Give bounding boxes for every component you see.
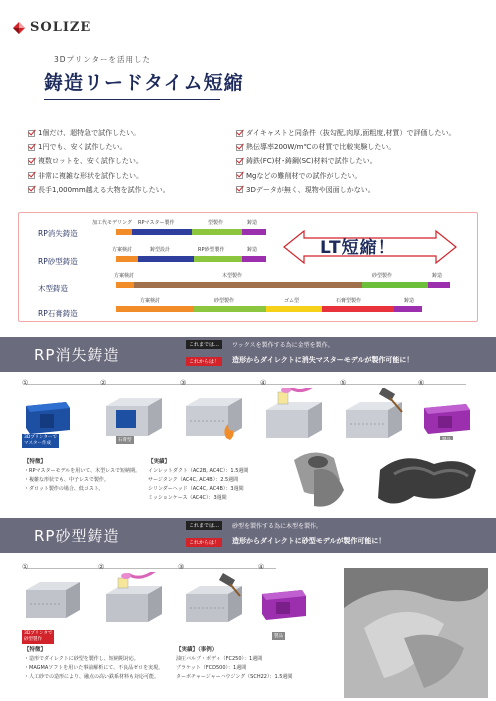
title-underline	[44, 99, 220, 100]
chart-row-label: RP砂型鋳造	[38, 257, 78, 266]
feature-item: ・複雑な形状でも、中子レスで製作。	[24, 477, 109, 483]
purple-product-icon	[262, 590, 306, 620]
step1-label: 3Dプリンターで マスター作成	[24, 435, 57, 446]
process-line	[26, 384, 466, 385]
section1-title: RP消失鋳造	[34, 346, 120, 364]
benefit-item: 熱伝導率200W/m℃の材質で比較実験したい。	[236, 140, 456, 154]
section2-tag-new: これからは！	[186, 538, 222, 547]
step-number: ①	[22, 379, 29, 387]
benefit-item: 3Dデータが無く、現物や図面しかない。	[236, 183, 456, 197]
section2-results	[176, 646, 292, 682]
segment-bar	[192, 229, 242, 235]
pouring-mold-icon	[106, 578, 162, 622]
segment-label: 木型製作	[222, 273, 243, 279]
segment-label: ゴム型	[284, 298, 300, 304]
result-item: ミッションケース（AC4C）：3週間	[148, 495, 227, 501]
segment-bar	[242, 256, 266, 262]
step-number: ⑥	[418, 379, 425, 387]
section1-tag-new: これからは！	[186, 357, 222, 366]
segment-bar	[116, 282, 134, 288]
segment-label: 砂型製作	[372, 273, 393, 279]
checkbox-icon	[28, 158, 35, 165]
segment-bar	[134, 282, 362, 288]
segment-bar	[322, 306, 394, 312]
page-subtitle: 3Dプリンターを活用した	[54, 55, 151, 64]
section1-old-text: ワックスを製作する為に金型を製作。	[232, 342, 334, 349]
benefit-item: 鋳鉄(FC)材･鋳鋼(SC)材料で試作したい。	[236, 154, 456, 168]
page-title: 鋳造リードタイム短縮	[44, 72, 244, 94]
sand-mold-icon	[26, 582, 80, 618]
segment-bar	[138, 256, 194, 262]
segment-label: 石膏型製作	[336, 298, 362, 304]
segment-bar	[116, 256, 138, 262]
step-number: ②	[100, 379, 107, 387]
features-heading: 【特徴】	[24, 647, 47, 653]
step-number: ②	[98, 563, 105, 571]
benefit-item: 1個だけ、超特急で試作したい。	[28, 126, 170, 140]
pouring-box-icon	[266, 392, 322, 438]
checkbox-icon	[236, 130, 243, 137]
segment-label: 加工代モデリング	[92, 220, 132, 226]
segment-label: 鋳型設計	[150, 247, 171, 253]
segment-label: RP砂型製作	[198, 247, 225, 253]
chart-row-label: RP石膏鋳造	[38, 309, 78, 318]
cast-part-photo	[284, 440, 484, 520]
benefit-item: 長手1,000mm越える大物を試作したい。	[28, 183, 170, 197]
segment-label: 鋳造	[247, 247, 258, 253]
result-item: 油圧バルブ・ボディ（FC250）：1週間	[176, 656, 263, 662]
brand-logo	[12, 20, 91, 35]
features-heading: 【特徴】	[24, 459, 47, 465]
benefit-item: ダイキャストと同条件（抜勾配,肉厚,面粗度,材質）で評価したい。	[236, 126, 456, 140]
segment-label: 型製作	[208, 220, 224, 226]
result-item: インレットダクト（AC2B, AC4C）：1.5週間	[148, 468, 249, 474]
segment-bar	[242, 229, 266, 235]
segment-label: 方案検討	[140, 298, 161, 304]
rp-sand-process-illustration	[20, 572, 310, 632]
section1-tag-old: これまでは…	[186, 340, 222, 349]
segment-label: RPマスター製作	[138, 220, 175, 226]
step-number: ⑤	[340, 379, 347, 387]
section2-features	[24, 646, 163, 682]
benefits-left-list	[28, 126, 170, 197]
segment-bar	[194, 306, 266, 312]
benefit-item: 非常に複雑な形状を試作したい。	[28, 169, 170, 183]
feature-item: ・人工砂での造形により、融点の高い鉄系材料も対応可能。	[24, 674, 160, 680]
benefit-item: 複数ロットを、安く試作したい。	[28, 154, 170, 168]
chart-row-label: RP消失鋳造	[38, 229, 78, 238]
checkbox-icon	[236, 172, 243, 179]
sand-cast-part-photo	[344, 568, 488, 698]
section2-tag-old: これまでは…	[186, 521, 222, 530]
chart-row-label: 木型鋳造	[38, 284, 68, 293]
feature-item: ・MAGMAソフトを用いた事前解析にて、不良品ゼロを実現。	[24, 665, 164, 671]
results-heading: 【実績】	[148, 459, 171, 465]
segment-label: 鋳造	[432, 273, 443, 279]
section1-new-text: 造形からダイレクトに消失マスターモデルが製作可能に！	[232, 356, 414, 364]
segment-label: 方案検討	[112, 247, 133, 253]
segment-label: 鋳造	[247, 220, 258, 226]
step-number: ③	[178, 563, 185, 571]
section1-features	[24, 458, 140, 494]
section1-results	[148, 458, 248, 503]
broken-mold-icon	[346, 402, 402, 438]
checkbox-icon	[28, 130, 35, 137]
lt-callout: LT短縮！	[320, 238, 396, 258]
benefit-item: Mgなどの難削材での試作がしたい。	[236, 169, 456, 183]
segment-bar	[116, 306, 194, 312]
brand-name: SOLIZE	[30, 20, 92, 35]
segment-label: 方案検討	[114, 273, 135, 279]
segment-bar	[116, 229, 132, 235]
result-item: ターボチャージャーハウジング（SCH22）：1.5週間	[176, 674, 293, 680]
checkbox-icon	[28, 172, 35, 179]
ladle-icon	[281, 388, 316, 393]
section2-old-text: 砂型を製作する為に木型を製作。	[232, 523, 323, 530]
rp-lost-process-illustration	[20, 388, 490, 448]
segment-bar	[428, 282, 450, 288]
step2-label: 石膏型	[118, 438, 132, 443]
benefit-item: 1円でも、安く試作したい。	[28, 140, 170, 154]
section1-band	[0, 337, 496, 372]
segment-bar	[362, 282, 428, 288]
segment-bar	[394, 306, 422, 312]
opened-mold-icon	[186, 586, 242, 622]
feature-item: ・RPマスターモデルを用いて、木型レスで短納期。	[24, 468, 140, 474]
purple-product-icon	[424, 404, 470, 434]
checkbox-icon	[28, 186, 35, 193]
checkbox-icon	[28, 144, 35, 151]
results-heading: 【実績】（事例）	[176, 647, 218, 653]
ladle-icon	[121, 572, 156, 579]
feature-item: ・造形でダイレクトに砂型を製作し、短納期対応。	[24, 656, 139, 662]
result-item: サージタンク（AC4C, AC4B）：2.5週間	[148, 477, 239, 483]
feature-item: ・ダロット製作の場合、低コスト。	[24, 486, 104, 492]
segment-bar	[266, 306, 322, 312]
section2-band	[0, 518, 496, 553]
step-number: ①	[22, 563, 29, 571]
checkbox-icon	[236, 158, 243, 165]
segment-bar	[132, 229, 192, 235]
step4-label: 製品	[274, 634, 283, 639]
step-number: ④	[260, 379, 267, 387]
step-number: ③	[180, 379, 187, 387]
segment-label: 鋳造	[404, 298, 415, 304]
result-item: シリンダーヘッド（AC4C, AC4B）：3週間	[148, 486, 244, 492]
plaster-mold-icon	[106, 398, 162, 436]
step1-label: 3Dプリンタで 砂型製作	[24, 631, 53, 642]
segment-bar	[194, 256, 242, 262]
solize-logo-icon	[12, 21, 26, 35]
checkbox-icon	[236, 144, 243, 151]
checkbox-icon	[236, 186, 243, 193]
section2-title: RP砂型鋳造	[34, 527, 120, 545]
process-line	[26, 568, 276, 569]
result-item: ブラケット（FCD500）：1週間	[176, 665, 247, 671]
section2-new-text: 造形からダイレクトに砂型モデルが製作可能に！	[232, 537, 386, 545]
benefits-right-list	[236, 126, 456, 197]
segment-label: 砂型製作	[214, 298, 235, 304]
step-number: ④	[258, 563, 265, 571]
blue-master-model-icon	[26, 402, 70, 434]
mold-box-icon	[186, 398, 242, 436]
